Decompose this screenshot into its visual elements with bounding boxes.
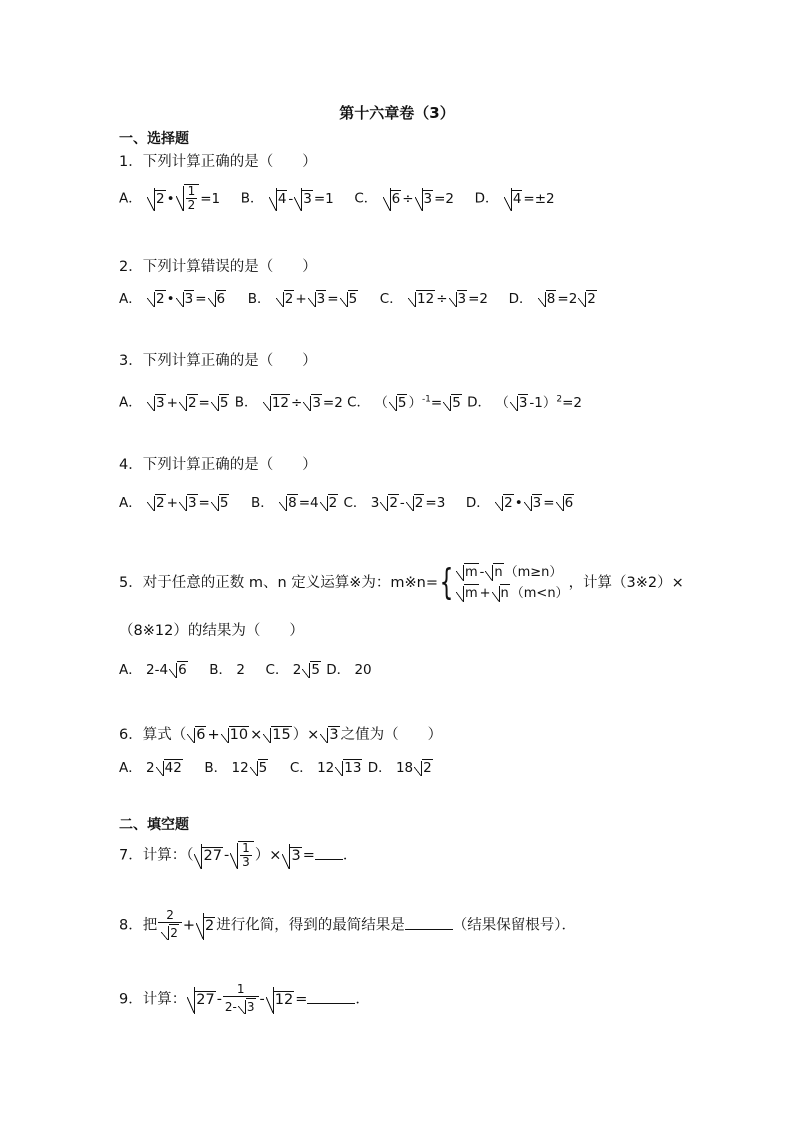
option-a-letter: A． [119,495,142,511]
question-6-options [119,758,434,778]
question-4-options [119,493,575,513]
option-c-expr: （ 5 ）$^{-1}$= 5 [374,394,461,411]
option-d-expr: 2 • 3 = 6 [494,495,575,511]
option-d-expr: 20 [354,662,372,678]
question-1-stem: 1．下列计算正确的是（ ） [119,154,317,170]
option-a-letter: A． [119,760,142,776]
option-b-expr: 4 - 3 =1 [268,191,334,207]
piecewise-definition [455,562,569,604]
option-d-letter: D． [326,662,351,678]
option-c-letter: C． [343,495,367,511]
option-b-expr: 8 =4 2 [278,495,339,511]
option-d-expr: 18 2 [395,760,432,776]
section-heading-choice: 一、选择题 [119,131,189,147]
option-b-letter: B． [209,662,233,678]
option-a-letter: A． [119,394,142,411]
question-7-stem: 7．计算：（ 27 - $\frac{1}{3}$ ）× 3 = ． [119,841,358,869]
option-c-expr: 6 ÷ 3 =2 [382,191,454,207]
question-3-options [119,389,582,413]
option-b-letter: B． [251,495,274,511]
option-b-letter: B． [234,394,258,411]
option-c-expr: 12 13 [317,760,362,776]
option-b-letter: B． [204,760,228,776]
option-a-letter: A． [119,662,142,678]
option-c-letter: C． [354,190,378,207]
option-a-letter: A． [119,190,142,207]
question-8-stem: 8．把 $\frac{2}{2}$ + 2 进行化简，得到的最简结果是 （结果保留根号）． [119,908,577,940]
option-c-expr: 12 ÷ 3 =2 [407,291,488,307]
option-c-expr: 3 2 - 2 =3 [370,495,446,511]
option-a-expr: 2-4 6 [146,662,187,678]
option-b-expr: 2 + 3 = 5 [275,291,359,307]
question-3-stem: 3．下列计算正确的是（ ） [119,353,317,369]
case-2: m + n （m<n） [455,583,569,604]
option-d-expr: （ 3 -1）$^2$=2 [495,394,583,411]
option-b-expr: 12 5 [231,760,268,776]
question-5-options [119,660,372,680]
case-1: m - n （m≥n） [455,562,569,583]
question-4-stem: 4．下列计算正确的是（ ） [119,457,317,473]
option-d-expr: 8 =2 2 [537,291,598,307]
question-5-stem-cont: （8※12）的结果为（ ） [119,623,304,639]
option-d-letter: D． [467,394,492,411]
option-b-expr: 2 [236,662,245,678]
option-a-expr: 2 + 3 = 5 [146,495,230,511]
option-c-letter: C． [289,760,313,776]
question-2-options [119,289,598,309]
option-d-letter: D． [367,760,392,776]
option-c-expr: 2 5 [292,662,320,678]
question-5-stem-start: 5．对于任意的正数 m、n 定义运算※为：m※n= [119,575,439,591]
option-d-letter: D． [465,495,490,511]
option-a-expr: 2 • $\frac{1}{2}$ =1 [146,191,220,207]
option-c-letter: C． [265,662,289,678]
question-6-stem: 6．算式（ 6 + 10 × 15 ）× 3 之值为（ ） [119,727,443,743]
brace-icon: { [439,562,454,603]
option-a-expr: 2 • 3 = 6 [146,291,227,307]
question-9-stem: 9．计算： 27 - $\frac{1}{2- 3}$ - 12 = ． [119,982,370,1014]
section-heading-fill: 二、填空题 [119,817,189,833]
option-d-expr: 4 =±2 [503,191,555,207]
option-c-letter: C． [347,394,371,411]
option-b-letter: B． [240,190,264,207]
option-d-letter: D． [508,291,533,307]
option-a-expr: 2 42 [146,760,182,776]
question-5-stem [119,562,684,604]
question-1-options [119,183,555,213]
option-b-letter: B． [247,291,271,307]
question-5-stem-mid: ，计算（3※2）× [568,575,684,591]
option-a-letter: A． [119,291,142,307]
option-d-letter: D． [474,190,499,207]
option-a-expr: 3 + 2 = 5 [146,395,230,411]
option-b-expr: 12 ÷ 3 =2 [262,395,343,411]
question-2-stem: 2．下列计算错误的是（ ） [119,259,317,275]
page-title: 第十六章卷（3） [339,104,455,122]
option-c-letter: C． [379,291,403,307]
